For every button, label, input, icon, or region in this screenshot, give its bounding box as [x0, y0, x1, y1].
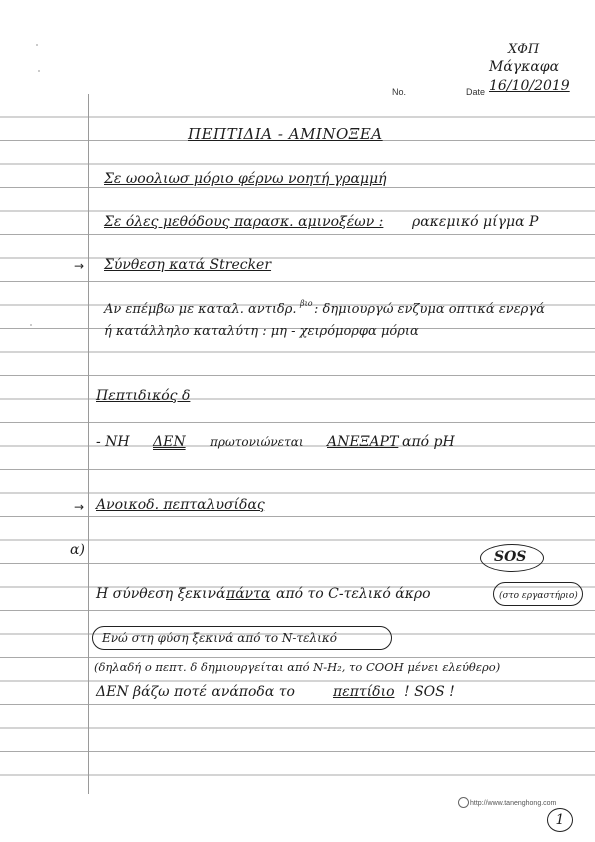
hole-speck: [36, 44, 38, 46]
globe-icon: [458, 797, 469, 808]
sos-text: ! SOS !: [404, 684, 455, 700]
note-line: Αν επέμβω με καταλ. αντιδρ.: [104, 302, 297, 317]
page-title: ΠΕΠΤΙΔΙΑ - ΑΜΙΝΟΞΕΑ: [188, 125, 383, 143]
note-line-cont: : δημιουργώ ενζυμα οπτικά ενεργά: [314, 302, 545, 317]
note-aside: (στο εργαστήριο): [499, 591, 578, 601]
section-heading: Ανοικοδ. πεπταλυσίδας: [96, 497, 265, 513]
margin-line: [88, 94, 89, 794]
footer-url: http://www.tanenghong.com: [470, 800, 557, 807]
note-line-mid: από το C-τελικό άκρο: [276, 586, 431, 602]
margin-label: α): [70, 542, 85, 558]
hole-speck: [38, 70, 40, 72]
note-line: Σε ωοολιωσ μόριο φέρνω νοητή γραμμή: [104, 171, 387, 187]
section-heading: Σύνθεση κατά Strecker: [104, 257, 272, 273]
emphasis-text: πεπτίδιο: [333, 684, 395, 700]
note-line-end: από pH: [402, 434, 455, 450]
note-line-end: ρακεμικό μίγμα P: [412, 214, 539, 230]
superscript: βιο: [300, 299, 313, 308]
note-line: Η σύνθεση ξεκινά: [96, 586, 226, 602]
no-label: No.: [392, 87, 407, 97]
emphasis-text: ΑΝΕΞΑΡΤ: [327, 434, 399, 450]
emphasis-text: ΔΕΝ: [153, 434, 186, 450]
author-name: Μάγκαφα: [489, 59, 560, 75]
note-line: Σε όλες μεθόδους παρασκ. αμινοξέων :: [104, 214, 384, 230]
sos-text: SOS: [494, 549, 527, 565]
note-line: (δηλαδή ο πεπτ. δ δημιουργείται από Ν-Η₂, το COOH μένει ελεύθερο): [94, 660, 501, 674]
note-line-start: - ΝΗ: [96, 434, 130, 450]
arrow-icon: →: [74, 500, 85, 514]
hole-speck: [30, 324, 32, 326]
emphasis-text: πάντα: [226, 586, 271, 602]
note-line: ή κατάλληλο καταλύτη : μη - χειρόμορφα μόρια: [104, 324, 419, 339]
date-label: Date: [466, 87, 486, 97]
note-line: Ενώ στη φύση ξεκινά από το Ν-τελικό: [102, 631, 337, 645]
date-value: 16/10/2019: [489, 78, 570, 94]
page-number: 1: [547, 808, 573, 832]
section-heading: Πεπτιδικός δ: [96, 388, 191, 404]
arrow-icon: →: [74, 259, 85, 273]
author-initials: ΧΦΠ: [508, 42, 540, 57]
note-line: ΔΕΝ βάζω ποτέ ανάποδα το: [96, 684, 295, 700]
note-line-mid: πρωτονιώνεται: [210, 435, 304, 449]
